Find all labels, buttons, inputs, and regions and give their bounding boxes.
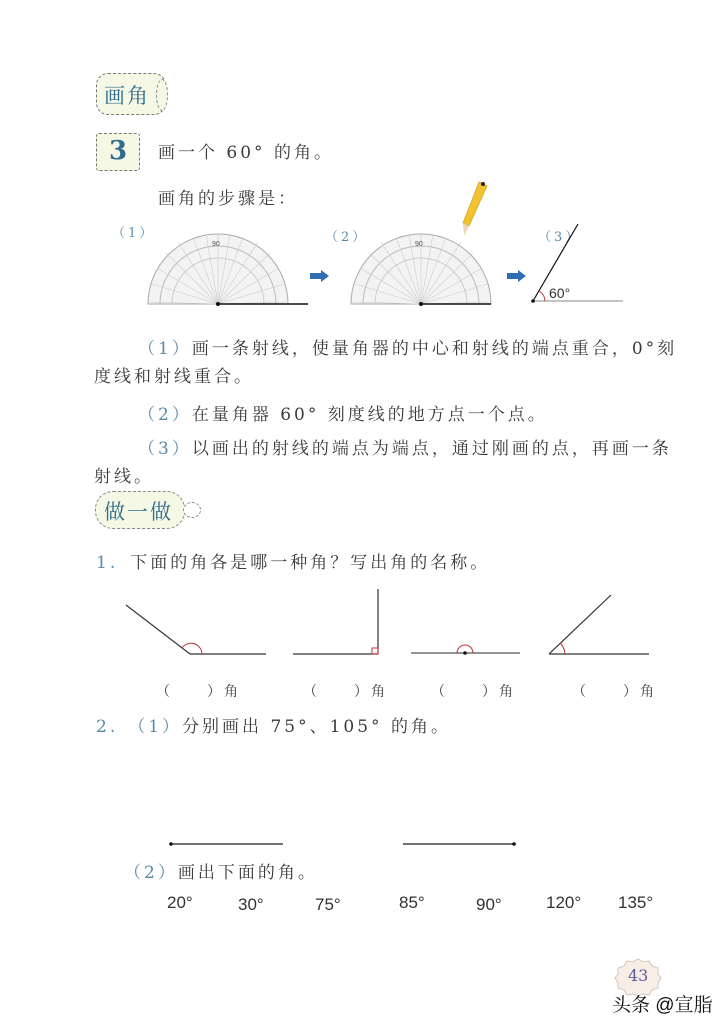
- practice-title: 做一做: [104, 500, 173, 524]
- question-2-part1-label: （1）: [128, 717, 183, 737]
- question-2-part2-text: 画出下面的角。: [177, 863, 318, 883]
- figure-step-label: （2）: [325, 230, 369, 245]
- example-prompt: 画一个 60° 的角。: [158, 143, 334, 163]
- watermark: 头条 @宣脂: [612, 995, 713, 1016]
- question-1-number: 1.: [96, 553, 119, 573]
- ray-right-start[interactable]: [400, 840, 520, 848]
- angle-value: 20°: [167, 893, 193, 912]
- step-2: [138, 400, 548, 425]
- question-1: [96, 548, 490, 573]
- answer-blank-1[interactable]: （ ）角: [156, 684, 241, 700]
- angle-value: 135°: [618, 893, 654, 912]
- page-number: 43: [628, 966, 649, 985]
- angle-value: 85°: [399, 893, 425, 912]
- figure-step-label: （3）: [538, 230, 582, 245]
- svg-text:90: 90: [212, 241, 220, 248]
- question-1-text: 下面的角各是哪一种角？写出角的名称。: [130, 553, 491, 573]
- answer-blank-4[interactable]: （ ）角: [572, 684, 657, 700]
- practice-title-tag: [95, 491, 185, 529]
- step-1: [138, 334, 677, 359]
- angle-value: 90°: [476, 895, 502, 914]
- step-2-text: 在量角器 60° 刻度线的地方点一个点。: [191, 405, 548, 425]
- ray-left-start[interactable]: [168, 840, 288, 848]
- right-angle-figure: [290, 585, 385, 660]
- step-1-text: 画一条射线，使量角器的中心和射线的端点重合，0°刻: [191, 339, 678, 359]
- figure-step-label: （1）: [112, 226, 156, 241]
- section-title: 画角: [104, 84, 150, 108]
- arrow-right-icon: [310, 270, 330, 282]
- question-2: [96, 712, 451, 737]
- step-1-label: （1）: [138, 339, 192, 359]
- step-2-label: （2）: [138, 405, 192, 425]
- question-2-part1-text: 分别画出 75°、105° 的角。: [182, 717, 451, 737]
- step-3-text: 以画出的射线的端点为端点，通过刚画的点，再画一条: [191, 439, 672, 459]
- straight-angle-figure: [408, 640, 523, 660]
- step-3-cont: 射线。: [94, 467, 154, 487]
- step-1-cont: 度线和射线重合。: [94, 367, 254, 387]
- protractor-1-figure: [146, 226, 326, 308]
- angle-value: 30°: [238, 895, 264, 914]
- question-2-part2: [124, 858, 318, 883]
- obtuse-angle-figure: [120, 600, 270, 660]
- question-2-number: 2.: [96, 717, 119, 737]
- protractor-2-figure: [349, 228, 529, 310]
- svg-text:90: 90: [415, 241, 423, 248]
- bubble-decoration-icon: [183, 502, 201, 518]
- arrow-right-icon: [507, 270, 527, 282]
- answer-blank-2[interactable]: （ ）角: [303, 684, 388, 700]
- answer-blank-3[interactable]: （ ）角: [431, 684, 516, 700]
- example-number: 3: [109, 136, 128, 166]
- step-3-label: （3）: [138, 439, 192, 459]
- question-2-part2-label: （2）: [124, 863, 178, 883]
- angle-value: 120°: [546, 893, 582, 912]
- steps-heading: 画角的步骤是：: [158, 189, 298, 209]
- step-3: [138, 434, 672, 459]
- angle-value: 75°: [315, 895, 341, 914]
- acute-angle-figure: [545, 592, 655, 660]
- scroll-decoration-icon: [156, 79, 168, 111]
- pencil-icon: [455, 180, 490, 240]
- sixty-degree-angle-figure: [530, 222, 630, 307]
- angle-label: 60°: [549, 285, 571, 301]
- example-number-badge: [96, 133, 140, 171]
